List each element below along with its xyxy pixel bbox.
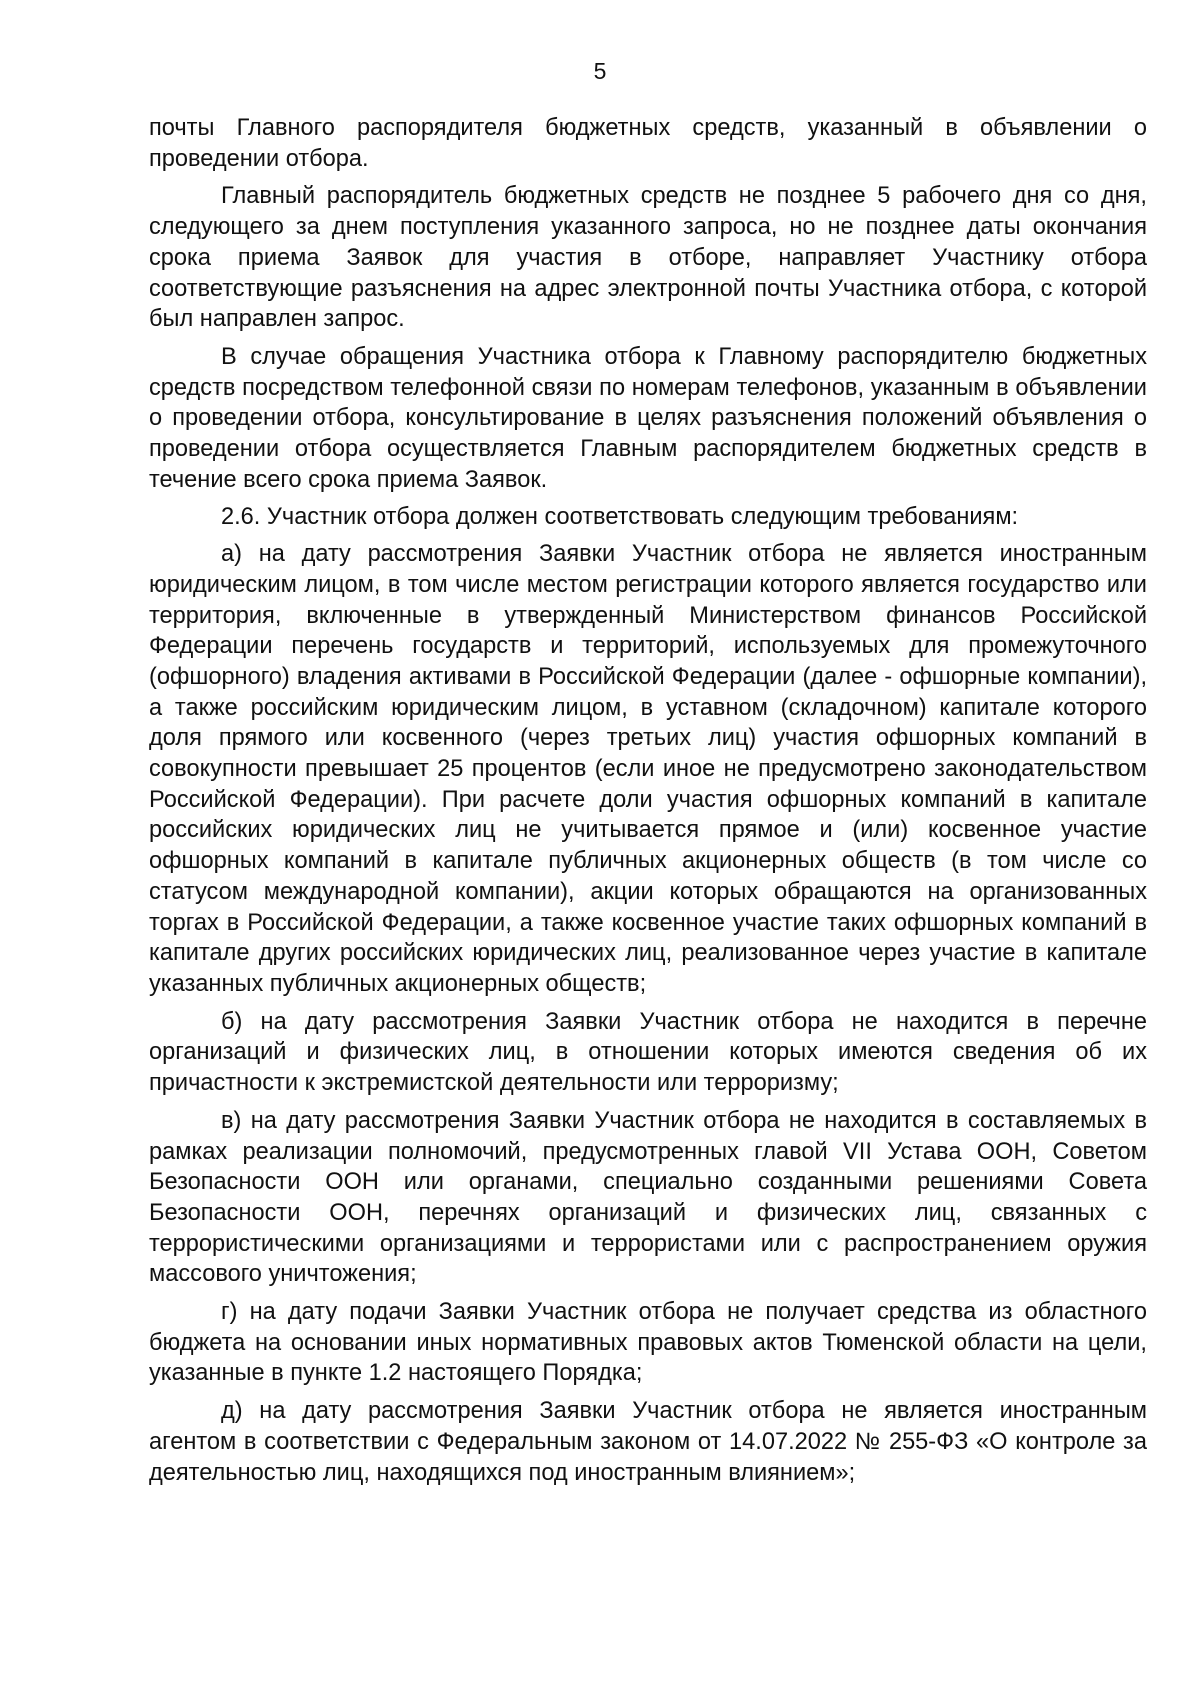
paragraph-requirement-b: б) на дату рассмотрения Заявки Участник отбора не находится в перечне организаций и физических лиц, в отношении которых имеются сведения об их причастности к экстремистской деятельности или терроризму; xyxy=(149,1008,1147,1097)
paragraph-requirement-d: д) на дату рассмотрения Заявки Участник отбора не является иностранным агентом в соответствии с Федеральным законом от 14.07.2022 № 255-ФЗ «О контроле за деятельностью лиц, находящихся под иностранным влиянием»; xyxy=(149,1398,1147,1486)
page-number: 5 xyxy=(593,58,607,84)
paragraph-phone-consultation: В случае обращения Участника отбора к Главному распорядителю бюджетных средств посредством телефонной связи по номерам телефонов, указанным в объявлении о проведении отбора, консультирование в целях разъяснения положений объявления о проведении отбора осуществляется Главным распорядителем бюджетных средств в течение всего срока приема Заявок. xyxy=(149,343,1147,493)
paragraph-email-continuation: почты Главного распорядителя бюджетных средств, указанный в объявлении о проведении отбора. xyxy=(149,115,1147,172)
paragraph-requirement-g: г) на дату подачи Заявки Участник отбора не получает средства из областного бюджета на основании иных нормативных правовых актов Тюменской области на цели, указанные в пункте 1.2 настоящего Порядка; xyxy=(149,1299,1147,1387)
paragraph-clarification-response: Главный распорядитель бюджетных средств не позднее 5 рабочего дня со дня, следующего за днем поступления указанного запроса, но не позднее даты окончания срока приема Заявок для участия в отборе, направляет Участнику отбора соответствующие разъяснения на адрес электронной почты Участника отбора, с которой был направлен запрос. xyxy=(149,183,1147,333)
paragraph-requirements-heading: 2.6. Участник отбора должен соответствовать следующим требованиям: xyxy=(221,504,1019,531)
paragraph-requirement-a: а) на дату рассмотрения Заявки Участник отбора не является иностранным юридическим лицом, в том числе местом регистрации которого является государство или территория, включенные в утвержденный Министерством финансов Российской Федерации перечень государств и территорий, используемых для промежуточного (офшорного) владения активами в Российской Федерации (далее - офшорные компании), а также российским юридическим лицом, в уставном (складочном) капитале которого доля прямого или косвенного (через третьих лиц) участия офшорных компаний в совокупности превышает 25 процентов (если иное не предусмотрено законодательством Российской Федерации). При расчете доли участия офшорных компаний в капитале российских юридических лиц не учитывается прямое и (или) косвенное участие офшорных компаний в капитале публичных акционерных обществ (в том числе со статусом международной компании), акции которых обращаются на организованных торгах в Российской Федерации, а также косвенное участие таких офшорных компаний в капитале других российских юридических лиц, реализованное через участие в капитале указанных публичных акционерных обществ; xyxy=(149,541,1147,997)
paragraph-requirement-v: в) на дату рассмотрения Заявки Участник отбора не находится в составляемых в рамках реализации полномочий, предусмотренных главой VII Устава ООН, Советом Безопасности ООН или органами, специально созданными решениями Совета Безопасности ООН, перечнях организаций и физических лиц, связанных с террористическими организациями и террористами или с распространением оружия массового уничтожения; xyxy=(149,1107,1147,1288)
document-body xyxy=(149,113,1147,1495)
